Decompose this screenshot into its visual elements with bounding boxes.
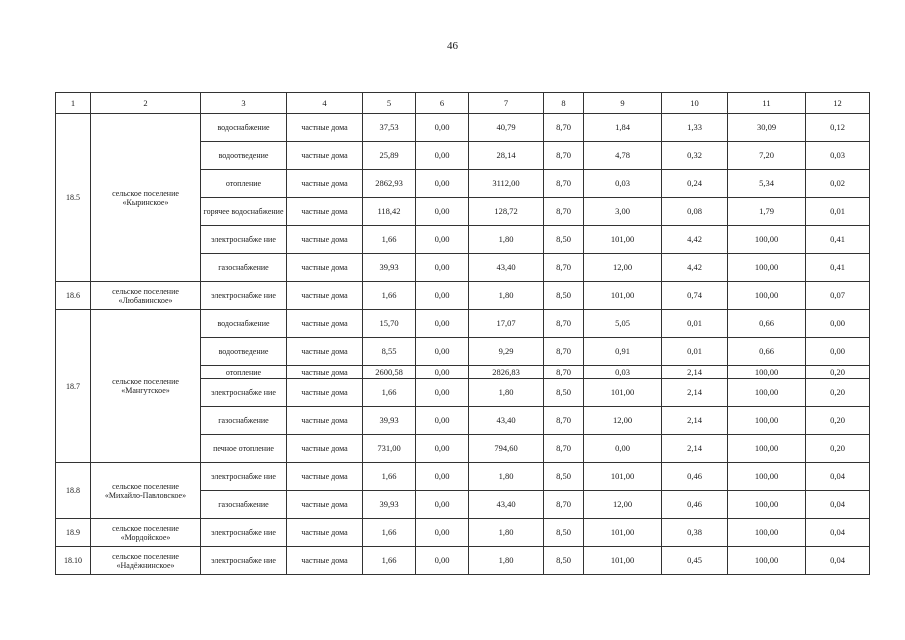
value-cell-col11: 7,20 [728, 142, 806, 170]
header-cell: 2 [91, 93, 201, 114]
value-cell-col7: 17,07 [469, 310, 544, 338]
building-type-cell: частные дома [287, 435, 363, 463]
value-cell-col10: 0,46 [662, 491, 728, 519]
value-cell-col5: 37,53 [363, 114, 416, 142]
building-type-cell: частные дома [287, 282, 363, 310]
value-cell-col5: 39,93 [363, 254, 416, 282]
value-cell-col11: 100,00 [728, 379, 806, 407]
value-cell-col7: 43,40 [469, 407, 544, 435]
settlement-name-cell: сельское поселение «Надёжнинское» [91, 547, 201, 575]
value-cell-col12: 0,12 [806, 114, 870, 142]
value-cell-col10: 1,33 [662, 114, 728, 142]
value-cell-col8: 8,50 [544, 547, 584, 575]
value-cell-col6: 0,00 [416, 198, 469, 226]
value-cell-col9: 101,00 [584, 463, 662, 491]
value-cell-col11: 30,09 [728, 114, 806, 142]
value-cell-col11: 100,00 [728, 282, 806, 310]
value-cell-col12: 0,20 [806, 379, 870, 407]
value-cell-col9: 0,91 [584, 338, 662, 366]
value-cell-col10: 0,46 [662, 463, 728, 491]
value-cell-col6: 0,00 [416, 170, 469, 198]
value-cell-col8: 8,50 [544, 226, 584, 254]
value-cell-col5: 2600,58 [363, 366, 416, 379]
value-cell-col9: 12,00 [584, 491, 662, 519]
value-cell-col10: 2,14 [662, 379, 728, 407]
value-cell-col7: 128,72 [469, 198, 544, 226]
value-cell-col10: 0,45 [662, 547, 728, 575]
value-cell-col5: 1,66 [363, 226, 416, 254]
value-cell-col10: 2,14 [662, 407, 728, 435]
value-cell-col10: 2,14 [662, 435, 728, 463]
value-cell-col9: 0,00 [584, 435, 662, 463]
value-cell-col5: 39,93 [363, 491, 416, 519]
value-cell-col8: 8,50 [544, 463, 584, 491]
service-cell: электроснабже ние [201, 463, 287, 491]
value-cell-col11: 100,00 [728, 435, 806, 463]
header-cell: 4 [287, 93, 363, 114]
table-row [56, 519, 870, 547]
header-cell: 6 [416, 93, 469, 114]
value-cell-col9: 12,00 [584, 254, 662, 282]
header-cell: 3 [201, 93, 287, 114]
value-cell-col12: 0,04 [806, 463, 870, 491]
value-cell-col5: 8,55 [363, 338, 416, 366]
building-type-cell: частные дома [287, 310, 363, 338]
value-cell-col10: 0,01 [662, 338, 728, 366]
building-type-cell: частные дома [287, 198, 363, 226]
value-cell-col5: 1,66 [363, 547, 416, 575]
value-cell-col5: 118,42 [363, 198, 416, 226]
value-cell-col11: 100,00 [728, 463, 806, 491]
value-cell-col8: 8,70 [544, 435, 584, 463]
settlement-name-cell: сельское поселение «Кыринское» [91, 114, 201, 282]
building-type-cell: частные дома [287, 547, 363, 575]
value-cell-col10: 4,42 [662, 226, 728, 254]
value-cell-col8: 8,70 [544, 198, 584, 226]
value-cell-col7: 2826,83 [469, 366, 544, 379]
tariff-table [55, 92, 870, 575]
building-type-cell: частные дома [287, 114, 363, 142]
value-cell-col8: 8,70 [544, 491, 584, 519]
value-cell-col6: 0,00 [416, 519, 469, 547]
service-cell: водоотведение [201, 142, 287, 170]
value-cell-col12: 0,04 [806, 491, 870, 519]
value-cell-col10: 0,32 [662, 142, 728, 170]
settlement-name-cell: сельское поселение «Михайло-Павловское» [91, 463, 201, 519]
value-cell-col11: 5,34 [728, 170, 806, 198]
header-cell: 7 [469, 93, 544, 114]
building-type-cell: частные дома [287, 407, 363, 435]
value-cell-col10: 0,08 [662, 198, 728, 226]
table-row [56, 310, 870, 338]
item-number-cell: 18.6 [56, 282, 91, 310]
value-cell-col6: 0,00 [416, 310, 469, 338]
value-cell-col6: 0,00 [416, 226, 469, 254]
value-cell-col9: 5,05 [584, 310, 662, 338]
value-cell-col8: 8,50 [544, 282, 584, 310]
value-cell-col10: 4,42 [662, 254, 728, 282]
service-cell: горячее водоснабжение [201, 198, 287, 226]
value-cell-col7: 1,80 [469, 379, 544, 407]
value-cell-col11: 100,00 [728, 366, 806, 379]
value-cell-col12: 0,07 [806, 282, 870, 310]
value-cell-col10: 0,38 [662, 519, 728, 547]
table-row [56, 114, 870, 142]
value-cell-col12: 0,00 [806, 310, 870, 338]
service-cell: электроснабже ние [201, 519, 287, 547]
value-cell-col11: 100,00 [728, 519, 806, 547]
value-cell-col9: 0,03 [584, 170, 662, 198]
value-cell-col12: 0,20 [806, 435, 870, 463]
value-cell-col11: 100,00 [728, 254, 806, 282]
value-cell-col11: 100,00 [728, 547, 806, 575]
value-cell-col8: 8,70 [544, 338, 584, 366]
table-row [56, 547, 870, 575]
value-cell-col7: 43,40 [469, 491, 544, 519]
value-cell-col7: 1,80 [469, 282, 544, 310]
building-type-cell: частные дома [287, 366, 363, 379]
value-cell-col7: 9,29 [469, 338, 544, 366]
value-cell-col6: 0,00 [416, 435, 469, 463]
value-cell-col11: 100,00 [728, 407, 806, 435]
value-cell-col10: 0,24 [662, 170, 728, 198]
value-cell-col12: 0,03 [806, 142, 870, 170]
value-cell-col11: 0,66 [728, 310, 806, 338]
value-cell-col12: 0,02 [806, 170, 870, 198]
value-cell-col9: 101,00 [584, 226, 662, 254]
settlement-name-cell: сельское поселение «Мордойское» [91, 519, 201, 547]
header-row [56, 93, 870, 114]
service-cell: газоснабжение [201, 407, 287, 435]
value-cell-col8: 8,70 [544, 254, 584, 282]
value-cell-col9: 4,78 [584, 142, 662, 170]
value-cell-col8: 8,50 [544, 379, 584, 407]
service-cell: электроснабже ние [201, 282, 287, 310]
service-cell: электроснабже ние [201, 379, 287, 407]
service-cell: водоснабжение [201, 114, 287, 142]
table-row [56, 463, 870, 491]
value-cell-col8: 8,70 [544, 366, 584, 379]
header-cell: 5 [363, 93, 416, 114]
value-cell-col5: 731,00 [363, 435, 416, 463]
building-type-cell: частные дома [287, 519, 363, 547]
value-cell-col8: 8,70 [544, 114, 584, 142]
value-cell-col6: 0,00 [416, 491, 469, 519]
page-number: 46 [447, 40, 458, 52]
value-cell-col8: 8,70 [544, 142, 584, 170]
service-cell: водоснабжение [201, 310, 287, 338]
value-cell-col9: 101,00 [584, 547, 662, 575]
item-number-cell: 18.7 [56, 310, 91, 463]
value-cell-col6: 0,00 [416, 407, 469, 435]
value-cell-col7: 28,14 [469, 142, 544, 170]
value-cell-col9: 101,00 [584, 519, 662, 547]
value-cell-col12: 0,20 [806, 366, 870, 379]
value-cell-col6: 0,00 [416, 366, 469, 379]
value-cell-col9: 101,00 [584, 379, 662, 407]
item-number-cell: 18.8 [56, 463, 91, 519]
value-cell-col6: 0,00 [416, 338, 469, 366]
header-cell: 8 [544, 93, 584, 114]
table-row [56, 282, 870, 310]
value-cell-col6: 0,00 [416, 114, 469, 142]
value-cell-col6: 0,00 [416, 547, 469, 575]
value-cell-col10: 0,01 [662, 310, 728, 338]
value-cell-col6: 0,00 [416, 282, 469, 310]
value-cell-col6: 0,00 [416, 254, 469, 282]
building-type-cell: частные дома [287, 170, 363, 198]
value-cell-col12: 0,04 [806, 547, 870, 575]
service-cell: газоснабжение [201, 254, 287, 282]
value-cell-col8: 8,70 [544, 170, 584, 198]
building-type-cell: частные дома [287, 338, 363, 366]
value-cell-col7: 43,40 [469, 254, 544, 282]
item-number-cell: 18.5 [56, 114, 91, 282]
value-cell-col8: 8,70 [544, 310, 584, 338]
value-cell-col5: 1,66 [363, 463, 416, 491]
value-cell-col12: 0,01 [806, 198, 870, 226]
value-cell-col11: 100,00 [728, 491, 806, 519]
value-cell-col12: 0,00 [806, 338, 870, 366]
value-cell-col12: 0,20 [806, 407, 870, 435]
service-cell: газоснабжение [201, 491, 287, 519]
header-cell: 11 [728, 93, 806, 114]
value-cell-col5: 2862,93 [363, 170, 416, 198]
building-type-cell: частные дома [287, 379, 363, 407]
value-cell-col7: 40,79 [469, 114, 544, 142]
header-cell: 9 [584, 93, 662, 114]
service-cell: электроснабже ние [201, 547, 287, 575]
value-cell-col11: 0,66 [728, 338, 806, 366]
value-cell-col9: 101,00 [584, 282, 662, 310]
value-cell-col9: 3,00 [584, 198, 662, 226]
value-cell-col8: 8,50 [544, 519, 584, 547]
value-cell-col8: 8,70 [544, 407, 584, 435]
value-cell-col7: 1,80 [469, 519, 544, 547]
value-cell-col5: 25,89 [363, 142, 416, 170]
service-cell: отопление [201, 366, 287, 379]
service-cell: электроснабже ние [201, 226, 287, 254]
value-cell-col5: 1,66 [363, 519, 416, 547]
value-cell-col9: 12,00 [584, 407, 662, 435]
settlement-name-cell: сельское поселение «Любавинское» [91, 282, 201, 310]
building-type-cell: частные дома [287, 254, 363, 282]
building-type-cell: частные дома [287, 463, 363, 491]
value-cell-col11: 100,00 [728, 226, 806, 254]
header-cell: 1 [56, 93, 91, 114]
value-cell-col12: 0,41 [806, 226, 870, 254]
building-type-cell: частные дома [287, 226, 363, 254]
value-cell-col12: 0,04 [806, 519, 870, 547]
value-cell-col6: 0,00 [416, 142, 469, 170]
building-type-cell: частные дома [287, 142, 363, 170]
service-cell: печное отопление [201, 435, 287, 463]
value-cell-col12: 0,41 [806, 254, 870, 282]
service-cell: отопление [201, 170, 287, 198]
value-cell-col7: 794,60 [469, 435, 544, 463]
value-cell-col6: 0,00 [416, 463, 469, 491]
building-type-cell: частные дома [287, 491, 363, 519]
value-cell-col9: 0,03 [584, 366, 662, 379]
value-cell-col5: 39,93 [363, 407, 416, 435]
value-cell-col5: 1,66 [363, 379, 416, 407]
value-cell-col7: 3112,00 [469, 170, 544, 198]
value-cell-col7: 1,80 [469, 463, 544, 491]
value-cell-col6: 0,00 [416, 379, 469, 407]
header-cell: 10 [662, 93, 728, 114]
value-cell-col10: 0,74 [662, 282, 728, 310]
value-cell-col5: 1,66 [363, 282, 416, 310]
header-cell: 12 [806, 93, 870, 114]
value-cell-col10: 2,14 [662, 366, 728, 379]
service-cell: водоотведение [201, 338, 287, 366]
value-cell-col7: 1,80 [469, 226, 544, 254]
table-body [56, 114, 870, 575]
value-cell-col11: 1,79 [728, 198, 806, 226]
value-cell-col7: 1,80 [469, 547, 544, 575]
settlement-name-cell: сельское поселение «Мангутское» [91, 310, 201, 463]
item-number-cell: 18.10 [56, 547, 91, 575]
value-cell-col5: 15,70 [363, 310, 416, 338]
value-cell-col9: 1,84 [584, 114, 662, 142]
item-number-cell: 18.9 [56, 519, 91, 547]
